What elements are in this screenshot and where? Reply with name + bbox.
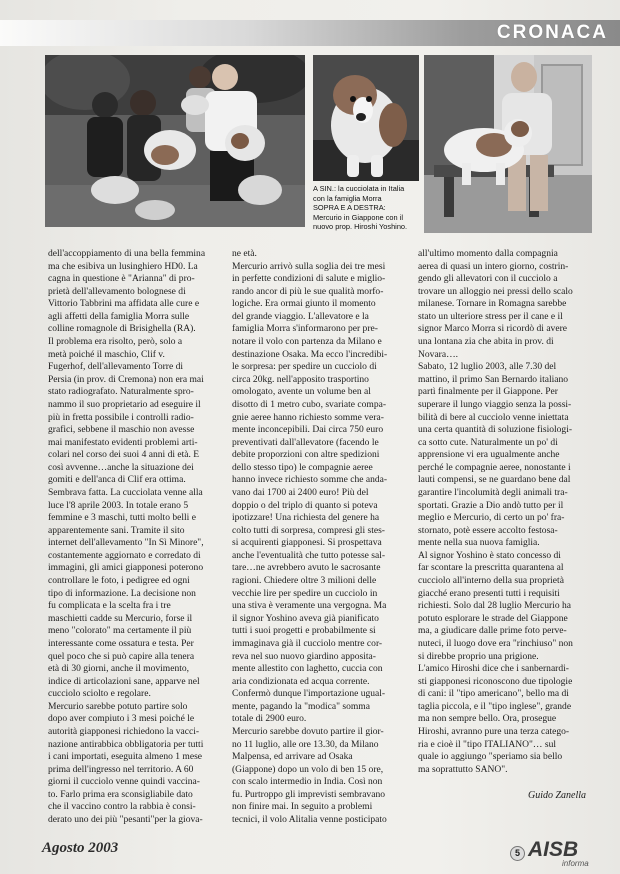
article-line: sti giapponesi riconoscono due tipologie xyxy=(418,675,573,687)
article-line: si acquirenti giapponesi. Si prospettava xyxy=(232,537,382,549)
article-line: una stiva è veramente una vergogna. Ma xyxy=(232,600,387,612)
article-line: doppio o del triplo di quanto si poteva xyxy=(232,499,378,511)
article-line: in perfette condizioni di salute e miglio- xyxy=(232,273,386,285)
article-line: grafici, sebbene il maschio non avesse xyxy=(48,424,195,436)
article-line: che il vaccino contro la rabbia è consi- xyxy=(48,801,196,813)
article-line: to. Farlo prima era sconsigliabile dato xyxy=(48,788,193,800)
article-line: ragioni. Chiedere oltre 3 milioni delle xyxy=(232,575,377,587)
article-line: disotto di 1 metro cubo, svariate compa- xyxy=(232,398,387,410)
article-line: apprensione vi era ugualmente anche xyxy=(418,449,560,461)
article-line: colto tutti di sorpresa, compresi gli stes- xyxy=(232,524,385,536)
article-line: del grande viaggio. L'allevatore e la xyxy=(232,310,369,322)
article-line: perché le compagnie aeree, nonostante i xyxy=(418,461,571,473)
caption-line: nuovo prop. Hiroshi Yoshino. xyxy=(313,222,408,232)
article-line: una certa quantità di soluzione fisiologi- xyxy=(418,424,573,436)
article-line: luce l'8 aprile 2003. In totale erano 5 xyxy=(48,499,189,511)
article-line: i cani importati, eseguita almeno 1 mese xyxy=(48,751,203,763)
article-line: Fugerhof, dell'allevamento Torre di xyxy=(48,361,184,373)
page-number: 5 xyxy=(510,846,525,861)
article-line: derato uno dei più "pesanti"per la giova- xyxy=(48,814,203,826)
article-line: nuteci, il luogo dove era "rinchiuso" non xyxy=(418,637,573,649)
article-line: si direbbe proprio una prigione. xyxy=(418,650,539,662)
article-line: mente inconcepibili. Dai circa 750 euro xyxy=(232,424,384,436)
article-line: famiglia Morra s'informarono per pre- xyxy=(232,323,378,335)
article-line: Sembrava fatta. La cucciolata venne alla xyxy=(48,486,203,498)
article-line: internet dell'allevamento "In Sì Minore", xyxy=(48,537,204,549)
article-line: autorità giapponesi richiedono la vacci- xyxy=(48,725,200,737)
article-line: sportati. Grazie a Dio andò tutto per il xyxy=(418,499,564,511)
article-line: ma soprattutto SANO". xyxy=(418,763,508,775)
article-line: Mercurio sarebbe potuto partire solo xyxy=(48,700,188,712)
article-line: di cani: il "tipo americano", bello ma di xyxy=(418,688,569,700)
article-line: immaginava già il cucciolo mentre cor- xyxy=(232,637,383,649)
article-line: mente nella sua nuova famiglia. xyxy=(418,537,540,549)
article-line: logiche. Era ormai giunto il momento xyxy=(232,298,376,310)
article-line: con scalo intermedio in India. Così non xyxy=(232,776,383,788)
article-line: lauti compensi, se ne guardano bene dal xyxy=(418,474,571,486)
article-column-1 xyxy=(48,248,218,827)
article-line: ca sotto cute. Naturalmente un po' di xyxy=(418,436,558,448)
logo-subtitle: informa xyxy=(562,859,589,868)
article-line: indice di articolazioni sane, apparve nel xyxy=(48,675,200,687)
photo-caption xyxy=(313,184,423,232)
article-line: bilità di bere al cucciolo venne iniettata xyxy=(418,411,569,423)
article-line: dello stesso tipo) le compagnie aeree xyxy=(232,461,373,473)
family-with-puppies-photo xyxy=(45,55,305,227)
article-line: tipo di informazione. La decisione non xyxy=(48,587,196,599)
article-line: notare il volo con partenza da Milano e xyxy=(232,336,382,348)
article-line: anche l'eventualità che tutto potesse sal- xyxy=(232,549,386,561)
article-line: più in fretta possibile i controlli radio- xyxy=(48,411,194,423)
article-line: le sorpresa: per spedire un cucciolo di xyxy=(232,361,377,373)
article-line: Malpensa, ed arrivare ad Osaka xyxy=(232,751,353,763)
article-column-2 xyxy=(232,248,402,827)
article-line: apparentemente sani. Tramite il sito xyxy=(48,524,185,536)
article-line: Vittorio Tabbrini ma affidata alle cure e xyxy=(48,298,200,310)
article-line: tare…ne avrebbero avuto le sacrosante xyxy=(232,562,381,574)
article-line: Al signor Yoshino è stato concesso di xyxy=(418,549,561,561)
article-line: gomiti e dell'anca di Clif era ottima. xyxy=(48,474,186,486)
article-line: immagini, gli amici giapponesi poterono xyxy=(48,562,204,574)
article-line: colline romagnole di Brisighella (RA). xyxy=(48,323,196,335)
puppy-closeup-photo xyxy=(313,55,419,181)
article-line: prima dell'ingresso nel territorio. A 60 xyxy=(48,763,194,775)
article-line: aria condizionata ed acqua corrente. xyxy=(232,675,370,687)
article-line: meglio e Mercurio, di certo un po' fra- xyxy=(418,512,565,524)
article-line: hanno invece richiesto somme che anda- xyxy=(232,474,388,486)
article-line: ipotizzare! Una richiesta del genere ha xyxy=(232,512,380,524)
article-line: femmine e 3 maschi, tutti molto belli e xyxy=(48,512,196,524)
article-line: stato radiografato. Naturalmente spro- xyxy=(48,386,194,398)
article-line: ma non sempre bello. Ora, prosegue xyxy=(418,713,557,725)
article-line: tutti i suoi progetti e probabilmente si xyxy=(232,625,376,637)
logo-text: AISB xyxy=(528,838,579,861)
article-line: potuto esplorare le strade del Giappone xyxy=(418,612,568,624)
article-line: aerea di quasi un intero giorno, costrin- xyxy=(418,260,569,272)
article-line: mente, pagando la "modica" somma xyxy=(232,700,370,712)
article-line: tecnici, il volo Alitalia venne posticipato xyxy=(232,814,387,826)
article-line: non finire mai. In seguito a problemi xyxy=(232,801,373,813)
article-line: all'ultimo momento dalla compagnia xyxy=(418,248,558,259)
article-line: gendo gli allevatori con il cucciolo a xyxy=(418,273,558,285)
article-line: giorni il cucciolo venne quindi vaccina- xyxy=(48,776,200,788)
issue-date: Agosto 2003 xyxy=(42,840,119,856)
article-line: Mercurio sarebbe dovuto partire il gior- xyxy=(232,725,384,737)
author-signature: Guido Zanella xyxy=(528,790,587,801)
article-line: L'amico Hiroshi dice che i sanbernardi- xyxy=(418,663,569,675)
caption-line: con la famiglia Morra xyxy=(313,193,382,203)
article-line: una lontana zia che abita in prov. di xyxy=(418,336,554,348)
article-line: Sabato, 12 luglio 2003, alle 7.30 del xyxy=(418,361,557,373)
article-line: età di 30 giorni, anche il movimento, xyxy=(48,663,190,675)
article-line: (Giappone) dopo un volo di ben 15 ore, xyxy=(232,763,384,775)
article-line: taglia piccola, e il "tipo inglese", grande xyxy=(418,700,572,712)
caption-line: Mercurio in Giappone con il xyxy=(313,212,403,222)
article-line: controllare le foto, i pedigree ed ogni xyxy=(48,575,190,587)
article-line: gnie aeree hanno richiesto somme vera- xyxy=(232,411,384,423)
article-line: Il problema era risolto, però, solo a xyxy=(48,336,183,348)
article-line: Mercurio arrivò sulla soglia dei tre mesi xyxy=(232,260,386,272)
article-line: preventivati dall'allevatore (facendo le xyxy=(232,436,379,448)
aisb-logo xyxy=(528,838,612,872)
article-line: ma che esibiva un lusinghiero HD0. La xyxy=(48,260,198,272)
article-line: fu. Purtroppo gli imprevisti sembravano xyxy=(232,788,385,800)
section-header xyxy=(0,20,620,46)
article-column-3 xyxy=(418,248,588,776)
article-line: costantemente aggiornato e corredato di xyxy=(48,549,201,561)
article-line: metà poiché il maschio, Clif v. xyxy=(48,348,165,360)
article-line: trovare un alloggio nei pressi dello scalo xyxy=(418,285,573,297)
article-line: no 11 luglio, alle ore 13.30, da Milano xyxy=(232,738,379,750)
article-line: quale io aggiungo "speriamo sia bello xyxy=(418,751,563,763)
article-line: vano dai 1700 ai 2400 euro! Più del xyxy=(232,486,369,498)
article-line: ma, a giudicare dalle prime foto perve- xyxy=(418,625,567,637)
article-line: Hiroshi, avranno pure una terza catego- xyxy=(418,725,570,737)
article-line: prietà dell'allevamento bolognese di xyxy=(48,285,186,297)
article-line: debite proporzioni con altre spedizioni xyxy=(232,449,380,461)
article-line: colari nel corso dei suoi 4 anni di età. E xyxy=(48,449,200,461)
caption-line: A SIN.: la cucciolata in Italia xyxy=(313,184,405,193)
owner-with-dog-photo xyxy=(424,55,592,233)
article-line: mai manifestato evidenti problemi arti- xyxy=(48,436,198,448)
article-line: vecchie lire per spedire un cucciolo in xyxy=(232,587,378,599)
article-line: stornato, potè essere accolto festosa- xyxy=(418,524,558,536)
article-line: Confermò dunque l'importazione ugual- xyxy=(232,688,386,700)
article-line: cucciolo sciolto e regolare. xyxy=(48,688,151,700)
article-line: mente allestito con laghetto, cuccia con xyxy=(232,663,383,675)
article-line: garantire l'incolumità degli animali tra- xyxy=(418,486,568,498)
article-line: rando ancor di più le sue qualità morfo- xyxy=(232,285,384,297)
article-line: mattino, il primo San Bernardo italiano xyxy=(418,373,569,385)
article-line: Persia (in prov. di Cremona) non era mai xyxy=(48,373,204,385)
article-line: reva nel suo nuovo giardino apposita- xyxy=(232,650,376,662)
article-line: stato un ulteriore stress per il cane e il xyxy=(418,310,563,322)
article-line: totale di 2900 euro. xyxy=(232,713,307,725)
article-line: nammo il suo proprietario ad eseguire il xyxy=(48,398,201,410)
article-line: quel poco che si può capire alla tenera xyxy=(48,650,195,662)
article-line: superare il lungo viaggio senza la possi- xyxy=(418,398,572,410)
article-line: richiesti. Solo dal 28 luglio Mercurio ha xyxy=(418,600,571,612)
article-line: agli affetti della famiglia Morra sulle xyxy=(48,310,190,322)
article-line: dopo aver compiuto i 3 mesi poiché le xyxy=(48,713,195,725)
article-line: far scontare la prescritta quarantena al xyxy=(418,562,564,574)
article-line: ne età. xyxy=(232,248,257,259)
article-line: ria e cioè il "tipo ITALIANO"… sul xyxy=(418,738,557,750)
article-line: maschietti cadde su Mercurio, forse il xyxy=(48,612,193,624)
article-line: meno "colorato" ma certamente il più xyxy=(48,625,192,637)
article-line: partì finalmente per il Giappone. Per xyxy=(418,386,558,398)
article-line: interessante come ossatura e testa. Per xyxy=(48,637,194,649)
article-line: destinazione Osaka. Ma ecco l'incredibi- xyxy=(232,348,388,360)
article-line: nazione antirabbica obbligatoria per tutti xyxy=(48,738,204,750)
article-line: il signor Yoshino aveva già pianificato xyxy=(232,612,379,624)
article-line: Novara…. xyxy=(418,348,459,360)
article-line: cucciolo all'interno della sua proprietà xyxy=(418,575,564,587)
article-line: dell'accoppiamento di una bella femmina xyxy=(48,248,206,259)
article-line: signor Marco Morra si ricordò di avere xyxy=(418,323,567,335)
article-line: così avvenne…anche la situazione dei xyxy=(48,461,194,473)
article-line: giacché erano presenti tutti i requisiti xyxy=(418,587,560,599)
caption-line: SOPRA E A DESTRA: xyxy=(313,203,386,213)
article-line: circa 20kg. nell'apposito trasportino xyxy=(232,373,369,385)
article-line: omologato, avente un volume ben al xyxy=(232,386,371,398)
section-title: CRONACA xyxy=(496,22,608,43)
article-line: milanese. Tornare in Romagna sarebbe xyxy=(418,298,567,310)
article-line: cagna in questione è "Arianna" di pro- xyxy=(48,273,195,285)
article-line: fu complicata e la scelta fra i tre xyxy=(48,600,171,612)
